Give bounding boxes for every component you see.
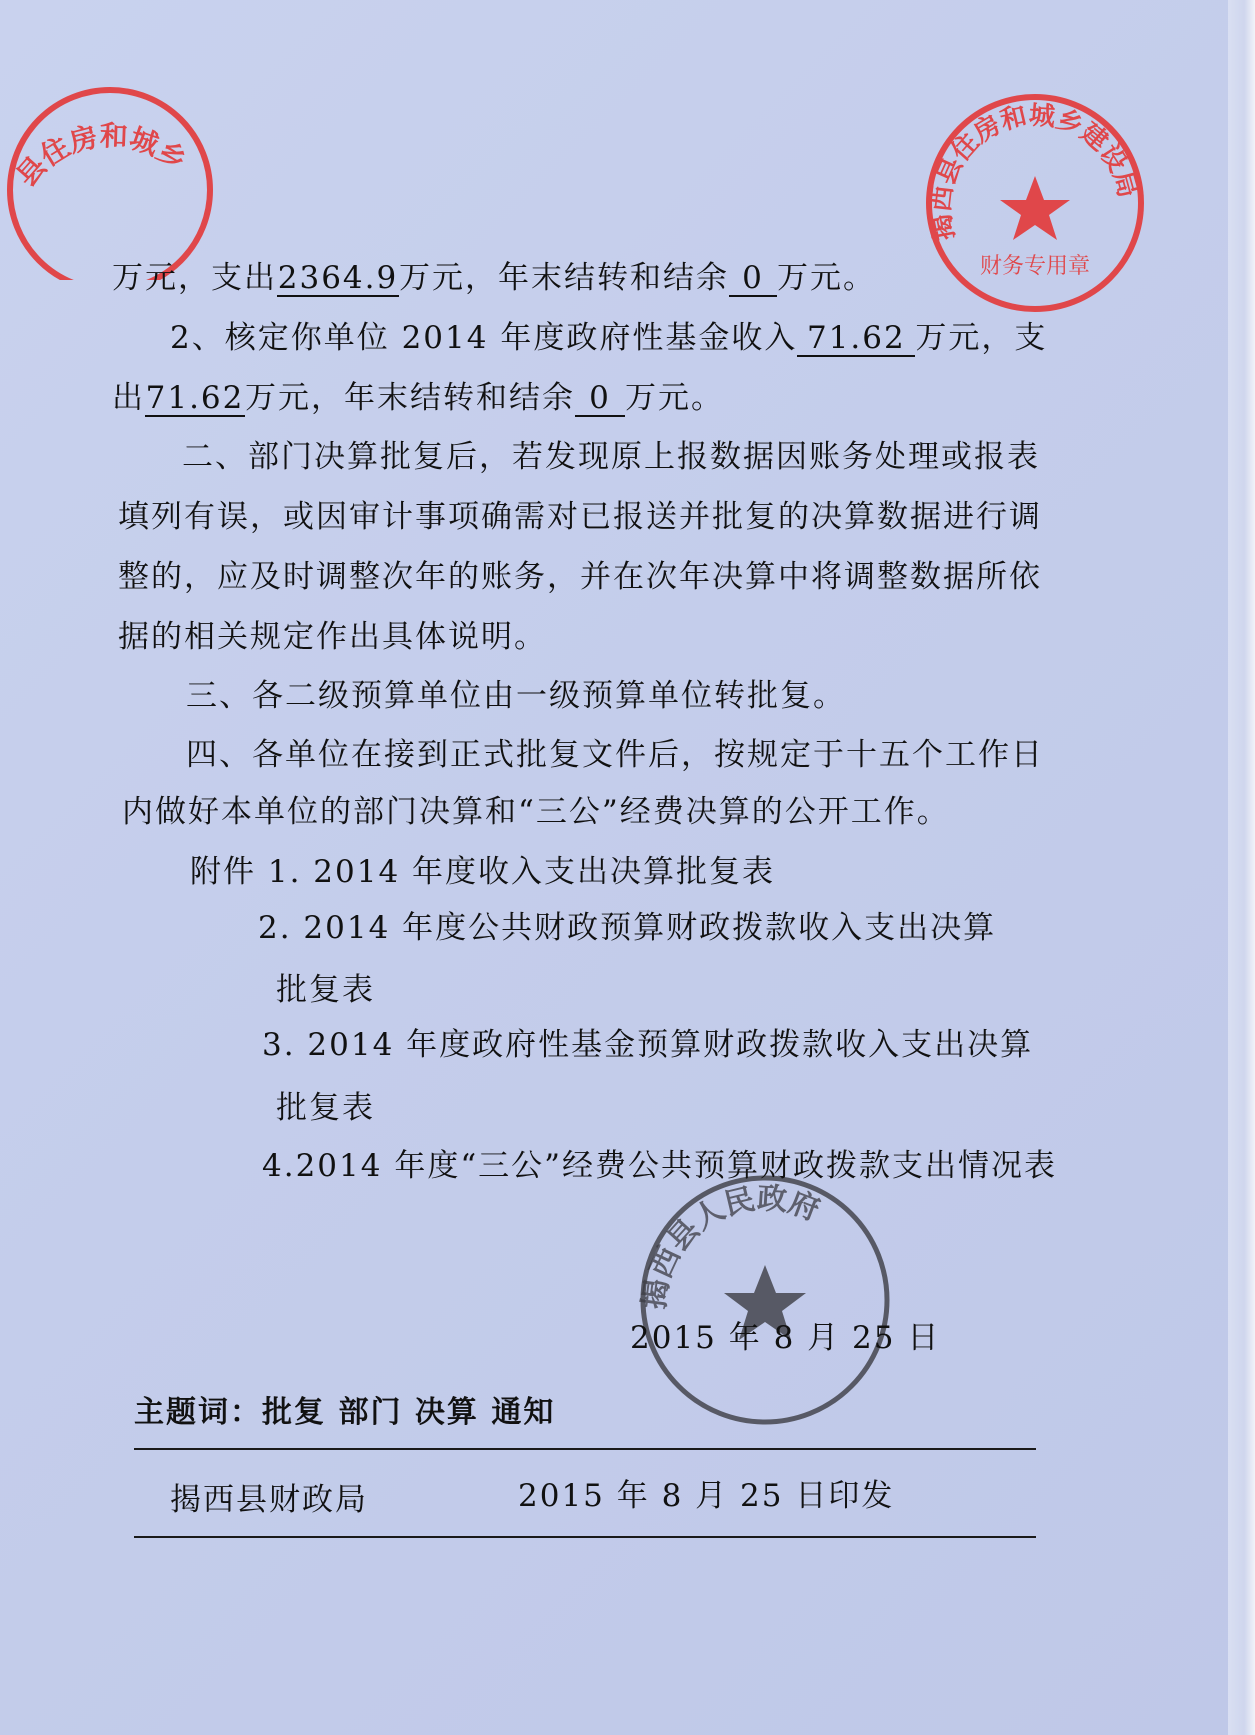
- issuer: 揭西县财政局: [170, 1482, 368, 1518]
- paragraph-line: 内做好本单位的部门决算和“三公”经费决算的公开工作。: [122, 794, 950, 830]
- attachment-item: 附件 1. 2014 年度收入支出决算批复表: [190, 854, 776, 890]
- star-icon: [1000, 176, 1070, 240]
- issue-date: 2015 年 8 月 25 日: [630, 1320, 941, 1356]
- government-seal-text: 揭西县人民政府: [637, 1181, 825, 1312]
- divider-line: [134, 1448, 1036, 1450]
- right-seal-text: 揭西县住房和城乡建设局: [926, 100, 1143, 243]
- fund-income-amount: 71.62: [797, 321, 915, 357]
- paragraph-line: 据的相关规定作出具体说明。: [118, 619, 547, 655]
- left-red-seal: [0, 40, 230, 280]
- paragraph-line: 三、各二级预算单位由一级预算单位转批复。: [186, 678, 846, 714]
- paragraph-line: 整的，应及时调整次年的账务，并在次年决算中将调整数据所依: [118, 559, 1042, 595]
- attachment-item: 3. 2014 年度政府性基金预算财政拨款收入支出决算: [262, 1027, 1034, 1063]
- fund-expense-amount: 71.62: [145, 380, 245, 416]
- government-seal: [630, 1165, 900, 1435]
- attachment-item: 批复表: [276, 972, 375, 1008]
- right-seal-subtext: 财务专用章: [979, 254, 1091, 279]
- paragraph-line: 二、部门决算批复后，若发现原上报数据因账务处理或报表: [182, 439, 1040, 475]
- svg-text:县住房和城乡: [10, 119, 192, 193]
- divider-line: [134, 1536, 1036, 1538]
- expense-amount: 2364.9: [277, 260, 399, 296]
- right-red-seal: [920, 88, 1150, 318]
- svg-text:揭西县人民政府: [637, 1181, 824, 1311]
- attachment-item: 批复表: [276, 1090, 375, 1126]
- subject-words: 主题词：批复 部门 决算 通知: [134, 1395, 556, 1430]
- fund-balance-amount: 0: [575, 381, 625, 417]
- left-seal-text: 县住房和城乡: [9, 118, 193, 193]
- text-line: 2、核定你单位 2014 年度政府性基金收入 71.62 万元，支: [170, 320, 1048, 356]
- text-line: 万元，支出2364.9万元，年末结转和结余 0 万元。: [112, 260, 876, 296]
- paragraph-line: 四、各单位在接到正式批复文件后，按规定于十五个工作日: [186, 737, 1044, 773]
- attachment-item: 2. 2014 年度公共财政预算财政拨款收入支出决算: [258, 910, 997, 946]
- printed-date: 2015 年 8 月 25 日印发: [518, 1478, 895, 1514]
- attachment-item: 4.2014 年度“三公”经费公共预算财政拨款支出情况表: [262, 1148, 1058, 1184]
- scan-edge: [1228, 0, 1255, 1735]
- paragraph-line: 填列有误，或因审计事项确需对已报送并批复的决算数据进行调: [118, 499, 1042, 535]
- text-line: 出71.62万元，年末结转和结余 0 万元。: [112, 380, 724, 416]
- balance-amount: 0: [729, 261, 777, 297]
